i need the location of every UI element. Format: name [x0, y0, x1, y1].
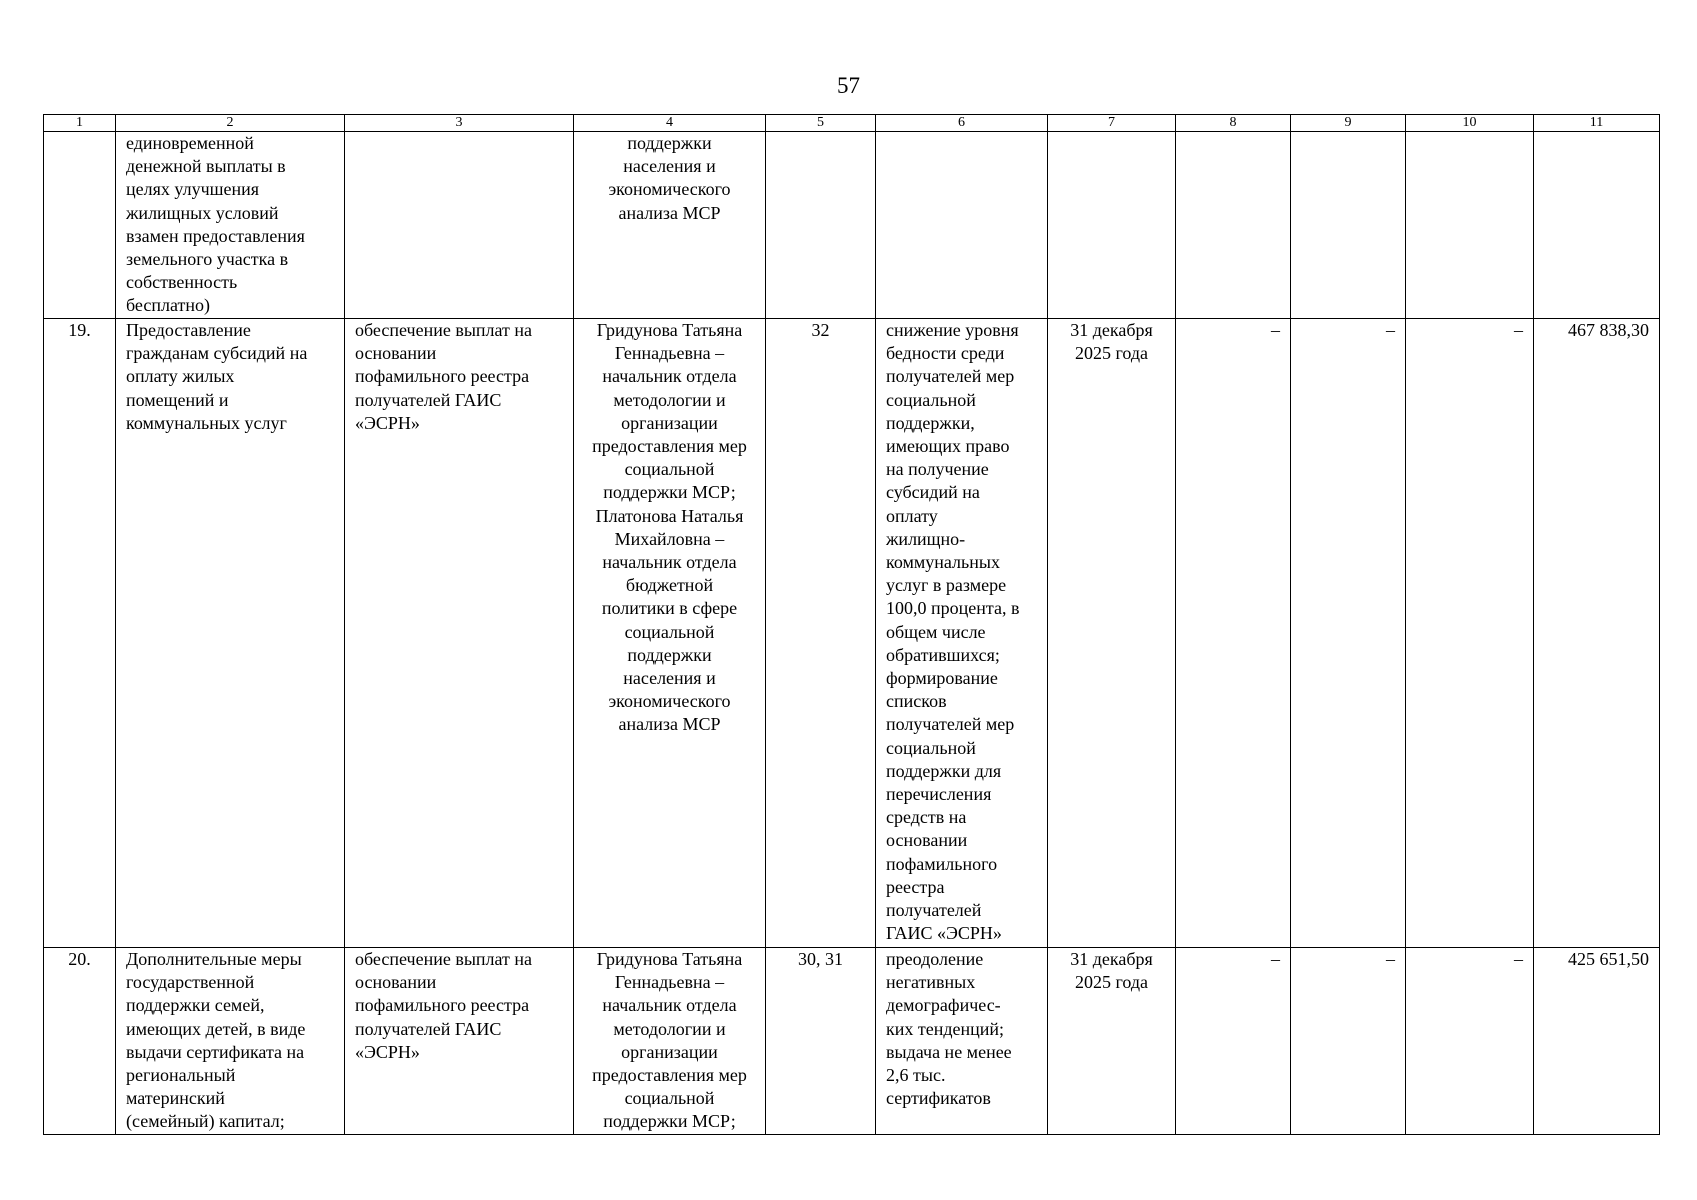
funding-col-11: 467 838,30	[1534, 319, 1660, 948]
deadline: 31 декабря 2025 года	[1048, 948, 1176, 1135]
funding-col-9: –	[1291, 319, 1406, 948]
implementation-mechanism	[345, 132, 574, 319]
expected-result	[876, 132, 1048, 319]
page-number: 57	[837, 73, 860, 98]
column-header: 5	[766, 115, 876, 132]
funding-col-8: –	[1176, 948, 1291, 1135]
expected-result: преодоление негативных демографичес- ких тенденций; выдача не менее 2,6 тыс. сертификатов	[876, 948, 1048, 1135]
table-row	[44, 948, 1660, 1135]
column-header: 7	[1048, 115, 1176, 132]
row-number	[44, 132, 116, 319]
expected-result: снижение уровня бедности среди получателей мер социальной поддержки, имеющих право на получение субсидий на оплату жилищно- коммунальных услуг в размере 100,0 процента, в общем числе обратившихся; формирование списков получателей мер социальной поддержки для перечисления средств на основании пофамильного реестра получателей ГАИС «ЭСРН»	[876, 319, 1048, 948]
column-header: 11	[1534, 115, 1660, 132]
column-header: 6	[876, 115, 1048, 132]
deadline: 31 декабря 2025 года	[1048, 319, 1176, 948]
column-header: 10	[1406, 115, 1534, 132]
measure-name: Дополнительные меры государственной поддержки семей, имеющих детей, в виде выдачи сертификата на региональный материнский (семейный) капитал;	[116, 948, 345, 1135]
table-row	[44, 132, 1660, 319]
responsible-person: Гридунова Татьяна Геннадьевна – начальник отдела методологии и организации предоставления мер социальной поддержки МСР; Платонова Наталья Михайловна – начальник отдела бюджетной политики в сфере социальной поддержки населения и экономического анализа МСР	[574, 319, 766, 948]
implementation-mechanism: обеспечение выплат на основании пофамильного реестра получателей ГАИС «ЭСРН»	[345, 319, 574, 948]
responsible-person: Гридунова Татьяна Геннадьевна – начальник отдела методологии и организации предоставления мер социальной поддержки МСР;	[574, 948, 766, 1135]
funding-col-9	[1291, 132, 1406, 319]
column-header: 2	[116, 115, 345, 132]
measure-name: единовременной денежной выплаты в целях улучшения жилищных условий взамен предоставления земельного участка в собственность бесплатно)	[116, 132, 345, 319]
row-number: 20.	[44, 948, 116, 1135]
column-header: 1	[44, 115, 116, 132]
funding-col-9: –	[1291, 948, 1406, 1135]
column-header: 9	[1291, 115, 1406, 132]
funding-col-8	[1176, 132, 1291, 319]
deadline	[1048, 132, 1176, 319]
plan-table	[43, 114, 1660, 1135]
funding-col-10: –	[1406, 319, 1534, 948]
indicator-number	[766, 132, 876, 319]
funding-col-11: 425 651,50	[1534, 948, 1660, 1135]
indicator-number: 32	[766, 319, 876, 948]
funding-col-11	[1534, 132, 1660, 319]
indicator-number: 30, 31	[766, 948, 876, 1135]
funding-col-10	[1406, 132, 1534, 319]
column-number-row	[44, 115, 1660, 132]
funding-col-10: –	[1406, 948, 1534, 1135]
column-header: 3	[345, 115, 574, 132]
funding-col-8: –	[1176, 319, 1291, 948]
measure-name: Предоставление гражданам субсидий на оплату жилых помещений и коммунальных услуг	[116, 319, 345, 948]
responsible-person: поддержки населения и экономического анализа МСР	[574, 132, 766, 319]
column-header: 4	[574, 115, 766, 132]
column-header: 8	[1176, 115, 1291, 132]
row-number: 19.	[44, 319, 116, 948]
implementation-mechanism: обеспечение выплат на основании пофамильного реестра получателей ГАИС «ЭСРН»	[345, 948, 574, 1135]
table-row	[44, 319, 1660, 948]
